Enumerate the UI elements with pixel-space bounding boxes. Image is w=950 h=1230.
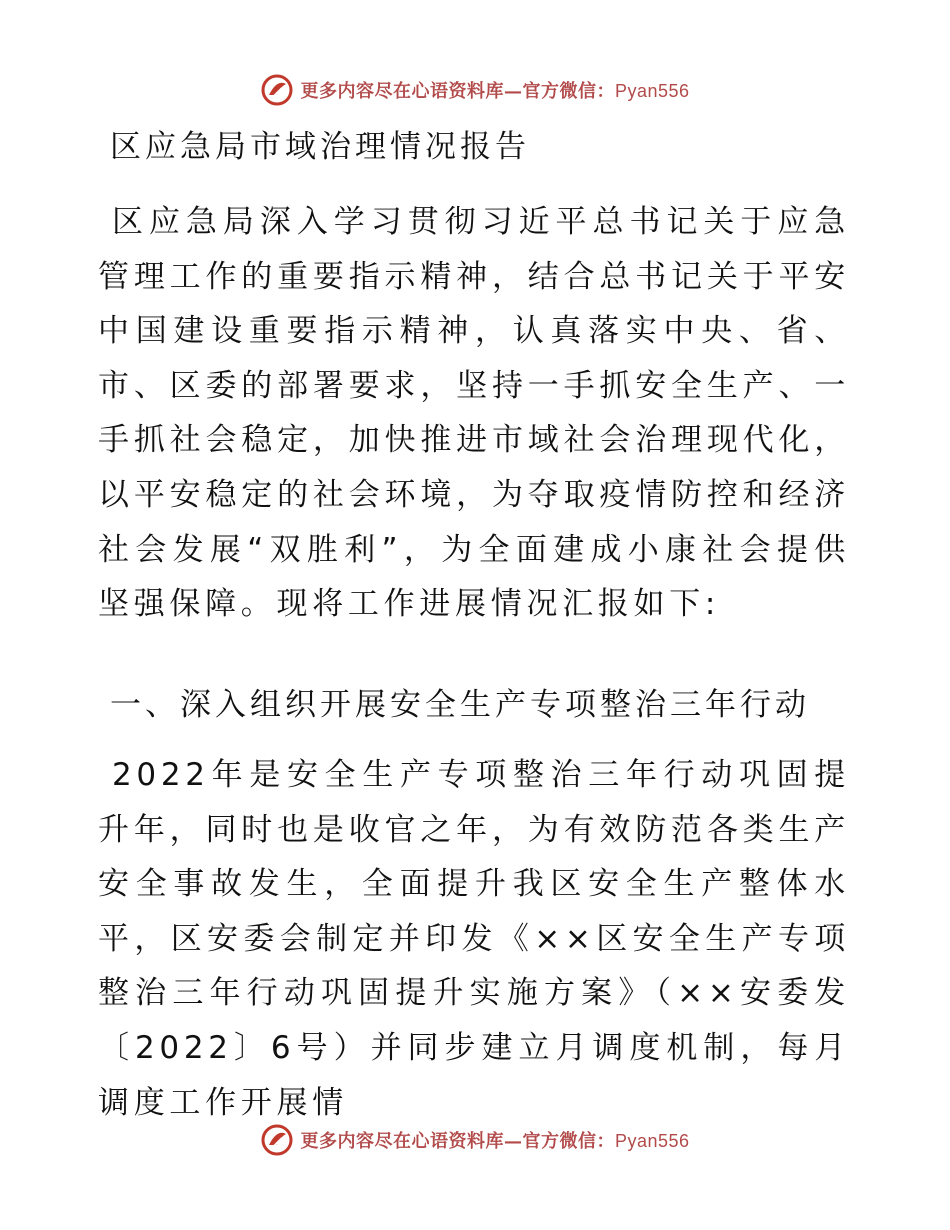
section-1-paragraph: 2022年是安全生产专项整治三年行动巩固提升年，同时也是收官之年，为有效防范各类生产安全事故发生，全面提升我区安全生产整体水平，区安委会制定并印发《××区安全生产专项整治三年行动巩固提升实施方案》（××安委发〔2022〕6号）并同步建立月调度机制，每月调度工作开展情 (98, 757, 850, 1121)
logo-icon (260, 1123, 294, 1157)
section-heading-1: 一、深入组织开展安全生产专项整治三年行动 (110, 687, 810, 723)
intro-paragraph: 区应急局深入学习贯彻习近平总书记关于应急管理工作的重要指示精神，结合总书记关于平安中国建设重要指示精神，认真落实中央、省、市、区委的部署要求，坚持一手抓安全生产、一手抓社会稳定，加快推进市域社会治理现代化，以平安稳定的社会环境，为夺取疫情防控和经济社会发展“双胜利”，为全面建成小康社会提供坚强保障。现将工作进展情况汇报如下: (98, 204, 850, 623)
header-banner-text: 更多内容尽在心语资料库—官方微信：Pyan556 (300, 81, 690, 102)
header-banner (0, 70, 950, 110)
header-wechat-id: Pyan556 (614, 81, 690, 101)
footer-banner (0, 1120, 950, 1160)
logo-icon (260, 73, 294, 107)
page-title: 区应急局市域治理情况报告 (110, 129, 530, 165)
footer-wechat-id: Pyan556 (614, 1131, 690, 1151)
footer-banner-text: 更多内容尽在心语资料库—官方微信：Pyan556 (300, 1131, 690, 1152)
